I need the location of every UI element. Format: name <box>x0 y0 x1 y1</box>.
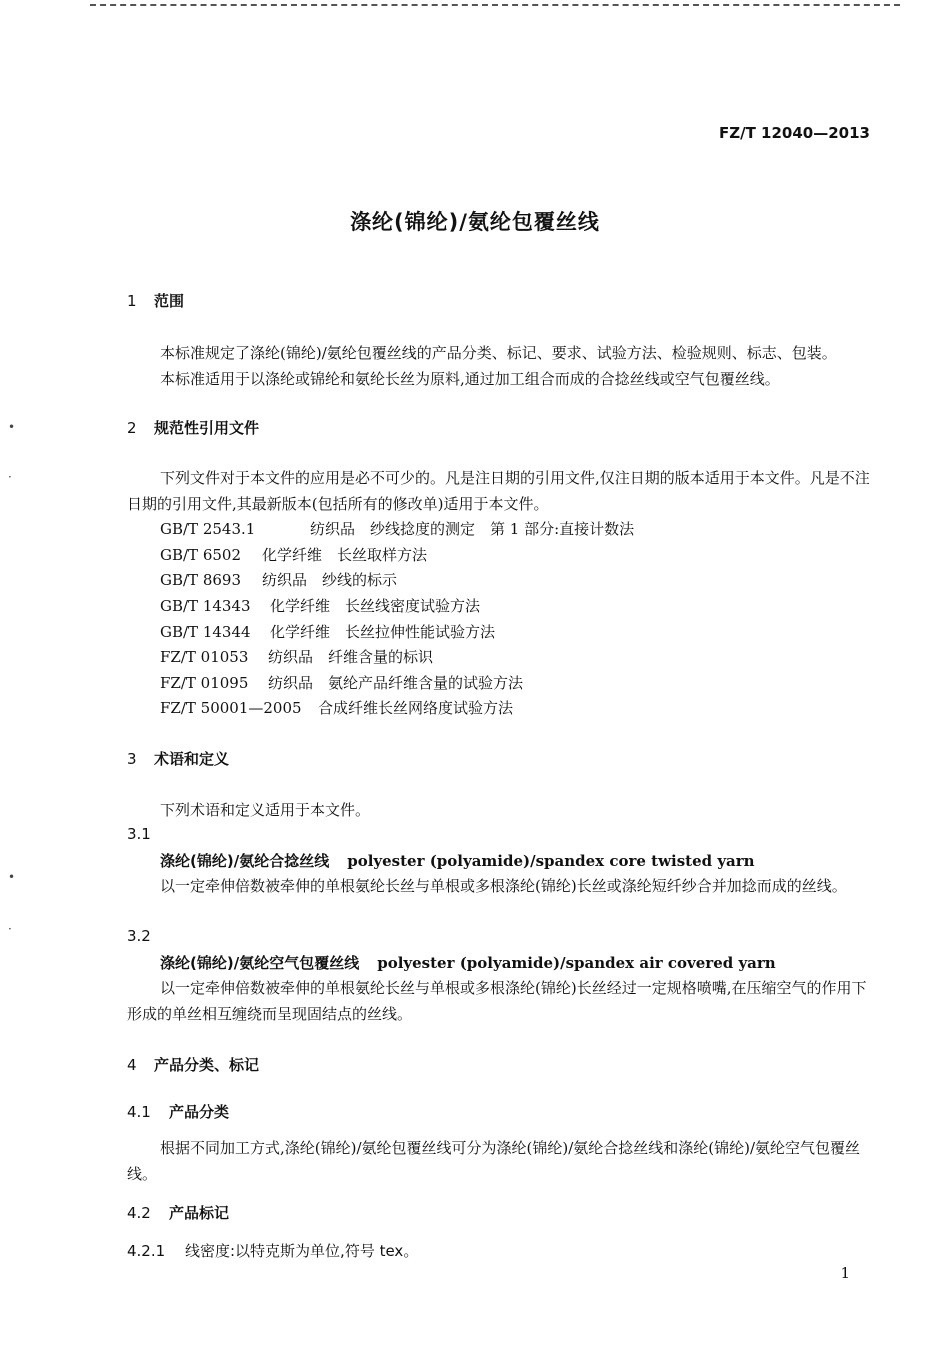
reference-title: 纺织品 纤维含量的标识 <box>268 648 434 666</box>
reference-code: FZ/T 01053 <box>160 648 249 666</box>
term-number: 3.2 <box>127 927 151 945</box>
paragraph: 本标准规定了涤纶(锦纶)/氨纶包覆丝线的产品分类、标记、要求、试验方法、检验规则、标志、包装。 <box>160 344 837 362</box>
reference-item <box>160 518 634 539</box>
reference-title: 纺织品 纱线的标示 <box>262 571 398 589</box>
subsection-title: 产品分类 <box>169 1103 230 1121</box>
reference-item <box>160 569 397 590</box>
reference-item <box>160 595 480 616</box>
clause-text: 线密度:以特克斯为单位,符号 tex。 <box>185 1242 419 1260</box>
subsection-heading <box>127 1101 229 1122</box>
reference-code: GB/T 2543.1 <box>160 520 256 538</box>
term-chinese: 涤纶(锦纶)/氨纶空气包覆丝线 <box>160 954 360 972</box>
reference-title: 纺织品 氨纶产品纤维含量的试验方法 <box>268 674 524 692</box>
top-dashed-rule <box>90 4 900 6</box>
reference-item <box>160 544 427 565</box>
term-heading <box>160 952 776 973</box>
reference-title: 化学纤维 长丝取样方法 <box>262 546 428 564</box>
reference-code: GB/T 6502 <box>160 546 242 564</box>
paragraph: 下列文件对于本文件的应用是必不可少的。凡是注日期的引用文件,仅注日期的版本适用于本文件。凡是不注日期的引用文件,其最新版本(包括所有的修改单)适用于本文件。 <box>127 469 870 513</box>
margin-mark: • <box>8 420 16 434</box>
standard-number: FZ/T 12040—2013 <box>719 124 870 142</box>
reference-code: FZ/T 50001—2005 <box>160 699 302 717</box>
reference-item <box>160 621 495 642</box>
section-title: 规范性引用文件 <box>154 419 260 437</box>
reference-item <box>160 672 523 693</box>
reference-title: 化学纤维 长丝拉伸性能试验方法 <box>270 623 496 641</box>
reference-title: 纺织品 纱线捻度的测定 第 1 部分:直接计数法 <box>310 520 635 538</box>
section-number: 4 <box>127 1056 137 1074</box>
section-heading <box>127 290 184 311</box>
clause-number: 4.2.1 <box>127 1242 166 1260</box>
paragraph: 下列术语和定义适用于本文件。 <box>160 801 371 819</box>
paragraph: 本标准适用于以涤纶或锦纶和氨纶长丝为原料,通过加工组合而成的合捻丝线或空气包覆丝线。 <box>160 370 780 388</box>
section-title: 产品分类、标记 <box>154 1056 260 1074</box>
reference-title: 化学纤维 长丝线密度试验方法 <box>270 597 481 615</box>
clause <box>127 1240 418 1261</box>
reference-code: FZ/T 01095 <box>160 674 249 692</box>
section-number: 3 <box>127 750 137 768</box>
document-title: 涤纶(锦纶)/氨纶包覆丝线 <box>350 210 600 234</box>
term-number: 3.1 <box>127 825 151 843</box>
section-heading <box>127 748 229 769</box>
margin-mark: · <box>8 470 12 484</box>
term-heading <box>160 850 755 871</box>
term-chinese: 涤纶(锦纶)/氨纶合捻丝线 <box>160 852 330 870</box>
term-english: polyester (polyamide)/spandex core twisted yarn <box>347 852 755 870</box>
subsection-title: 产品标记 <box>169 1204 230 1222</box>
subsection-number: 4.1 <box>127 1103 151 1121</box>
margin-mark: · <box>8 922 12 936</box>
section-title: 术语和定义 <box>154 750 230 768</box>
page-number: 1 <box>840 1264 850 1282</box>
reference-code: GB/T 14343 <box>160 597 251 615</box>
reference-item <box>160 697 513 718</box>
subsection-heading <box>127 1202 229 1223</box>
term-english: polyester (polyamide)/spandex air covered yarn <box>377 954 776 972</box>
section-title: 范围 <box>154 292 185 310</box>
term-definition: 以一定牵伸倍数被牵伸的单根氨纶长丝与单根或多根涤纶(锦纶)长丝或涤纶短纤纱合并加捻而成的丝线。 <box>160 877 847 895</box>
reference-title: 合成纤维长丝网络度试验方法 <box>318 699 514 717</box>
reference-code: GB/T 14344 <box>160 623 251 641</box>
reference-item <box>160 646 433 667</box>
term-definition: 以一定牵伸倍数被牵伸的单根氨纶长丝与单根或多根涤纶(锦纶)长丝经过一定规格喷嘴,在压缩空气的作用下形成的单丝相互缠绕而呈现固结点的丝线。 <box>127 979 867 1023</box>
section-number: 1 <box>127 292 137 310</box>
paragraph: 根据不同加工方式,涤纶(锦纶)/氨纶包覆丝线可分为涤纶(锦纶)/氨纶合捻丝线和涤纶(锦纶)/氨纶空气包覆丝线。 <box>127 1139 861 1183</box>
section-number: 2 <box>127 419 137 437</box>
reference-code: GB/T 8693 <box>160 571 242 589</box>
subsection-number: 4.2 <box>127 1204 151 1222</box>
section-heading <box>127 1054 259 1075</box>
section-heading <box>127 417 259 438</box>
margin-mark: • <box>8 870 16 884</box>
